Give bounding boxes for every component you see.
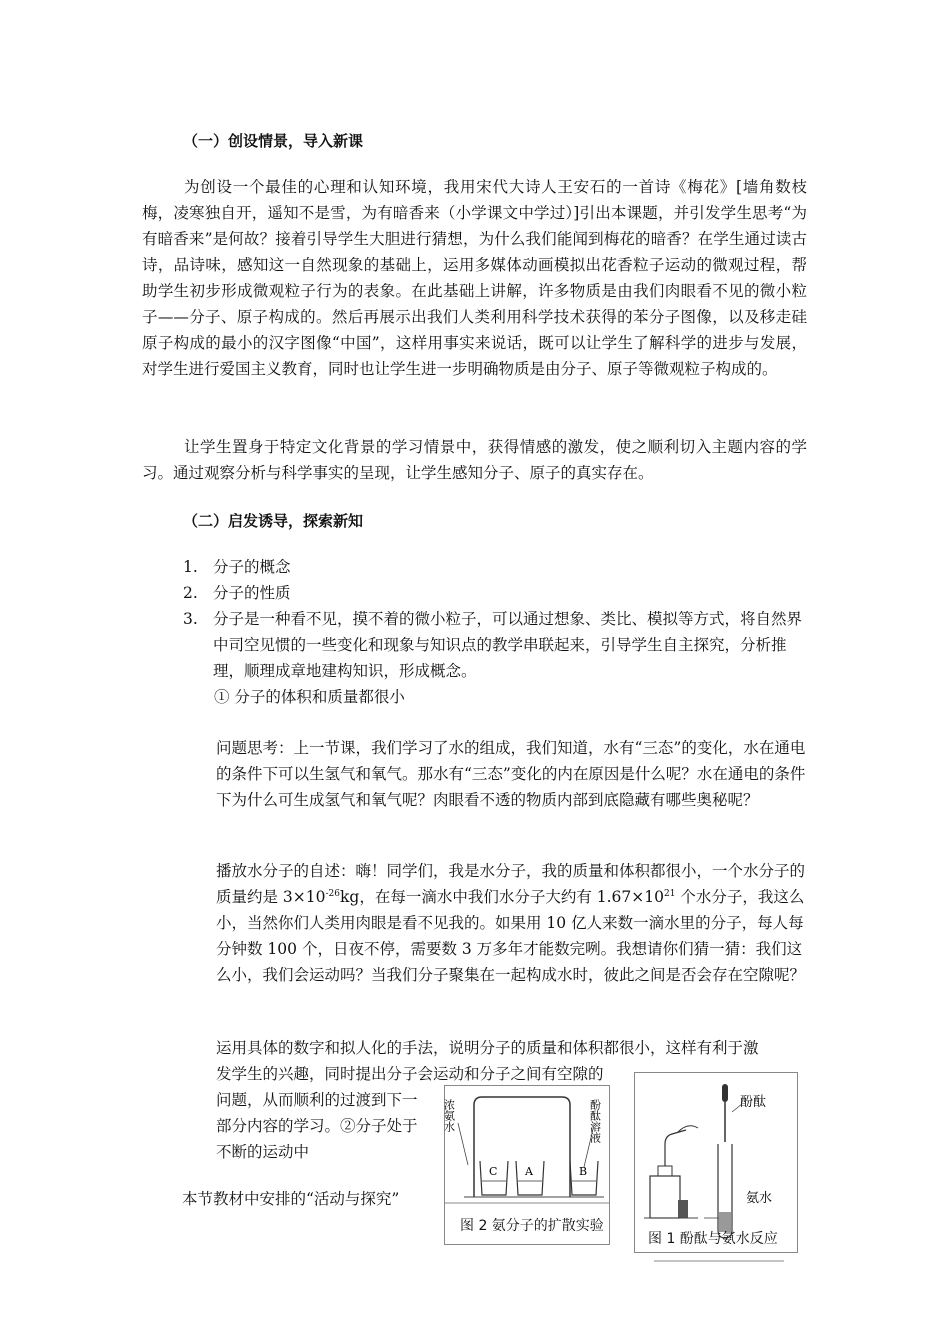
question-paragraph: 问题思考：上一节课，我们学习了水的组成，我们知道，水有“三态”的变化，水在通电的条件下可以生氢气和氧气。那水有“三态”变化的内在原因是什么呢？水在通电的条件下为什么可生成氢气和氧气呢？肉眼看不透的物质内部到底隐藏有哪些奥秘呢？ [216, 739, 806, 809]
section1-paragraph-1: 为创设一个最佳的心理和认知环境，我用宋代大诗人王安石的一首诗《梅花》[墙角数枝梅，凌寒独自开，遥知不是雪，为有暗香来（小学课文中学过）]引出本课题，并引发学生思考“为有暗香来”是何故？接着引导学生大胆进行猜想，为什么我们能闻到梅花的暗香？在学生通过读古诗，品诗味，感知这一自然现象的基础上，运用多媒体动画模拟出花香粒子运动的微观过程，帮助学生初步形成微观粒子行为的表象。在此基础上讲解，许多物质是由我们肉眼看不见的微小粒子——分子、原子构成的。然后再展示出我们人类利用科学技术获得的苯分子图像，以及移走硅原子构成的最小的汉字图像“中国”，这样用事实来说话，既可以让学生了解科学的进步与发展，对学生进行爱国主义教育，同时也让学生进一步明确物质是由分子、原子等微观粒子构成的。 [142, 178, 807, 378]
explain-line-5: 不断的运动中 [216, 1143, 310, 1161]
water-molecule-self-intro [216, 858, 808, 988]
list-text: 分子是一种看不见，摸不着的微小粒子，可以通过想象、类比、模拟等方式，将自然界中司空见惯的一些变化和现象与知识点的教学串联起来，引导学生自主探究，分析推理，顺理成章地建构知识，形成概念。 [213, 610, 803, 680]
label-ammonia: 氨水 [746, 1191, 773, 1206]
intro-text-c: 个水分子，我这么小，当然你们人类用肉眼是看不见我的。如果用 10 亿人来数一滴水里的分子，每人每分钟数 100 个，日夜不停，需要数 3 万多年才能数完咧。我想请你们猜一猜：我们这么小，我们会运动吗？当我们分子聚集在一起构成水时，彼此之间是否会存在空隙呢？ [216, 888, 806, 984]
list-text: 分子的概念 [213, 558, 291, 576]
list-item [183, 606, 803, 684]
figure-1-caption: 图 1 酚酞与氨水反应 [648, 1231, 778, 1247]
section2-heading: （二）启发诱导，探索新知 [183, 512, 364, 530]
beaker-label-a: A [525, 1165, 533, 1178]
explain-line-2: 发学生的兴趣，同时提出分子会运动和分子之间有空隙的 [216, 1065, 604, 1083]
list-item [183, 580, 803, 606]
exponent-2: 21 [663, 889, 676, 899]
explain-line-3: 问题，从而顺利的过渡到下一 [216, 1091, 418, 1109]
figure-2 [444, 1085, 610, 1245]
sub-heading-volume-mass: ① 分子的体积和质量都很小 [214, 688, 405, 706]
intro-text-b: kg，在每一滴水中我们水分子大约有 1.67×10 [340, 888, 664, 906]
activity-line: 本节教材中安排的“活动与探究” [182, 1190, 400, 1208]
intro-text-a: 播放水分子的自述：嗨！同学们，我是水分子，我的质量和体积都很小，一个水分子的质量约是 3×10 [216, 862, 806, 906]
list-number: 1. [183, 558, 198, 576]
label-concentrated-ammonia: 浓氨水 [442, 1099, 456, 1132]
beaker-label-c: C [489, 1165, 498, 1178]
explain-line-1: 运用具体的数字和拟人化的手法，说明分子的质量和体积都很小，这样有利于激 [216, 1039, 759, 1057]
list-number: 2. [183, 584, 198, 602]
label-phenolphthalein-solution: 酚酞溶液 [588, 1099, 602, 1143]
list-text: 分子的性质 [213, 584, 291, 602]
list-item [183, 554, 803, 580]
exponent-1: -26 [325, 889, 340, 899]
label-phenolphthalein: 酚酞 [740, 1095, 767, 1110]
figure-1 [634, 1072, 798, 1264]
explain-line-4: 部分内容的学习。②分子处于 [216, 1117, 418, 1135]
section1-paragraph-2: 让学生置身于特定文化背景的学习情景中，获得情感的激发，使之顺利切入主题内容的学习。通过观察分析与科学事实的呈现，让学生感知分子、原子的真实存在。 [142, 438, 807, 482]
section1-heading: （一）创设情景，导入新课 [183, 132, 364, 150]
list-number: 3. [183, 610, 198, 628]
figure-2-caption: 图 2 氨分子的扩散实验 [460, 1218, 604, 1234]
beaker-label-b: B [579, 1165, 588, 1178]
